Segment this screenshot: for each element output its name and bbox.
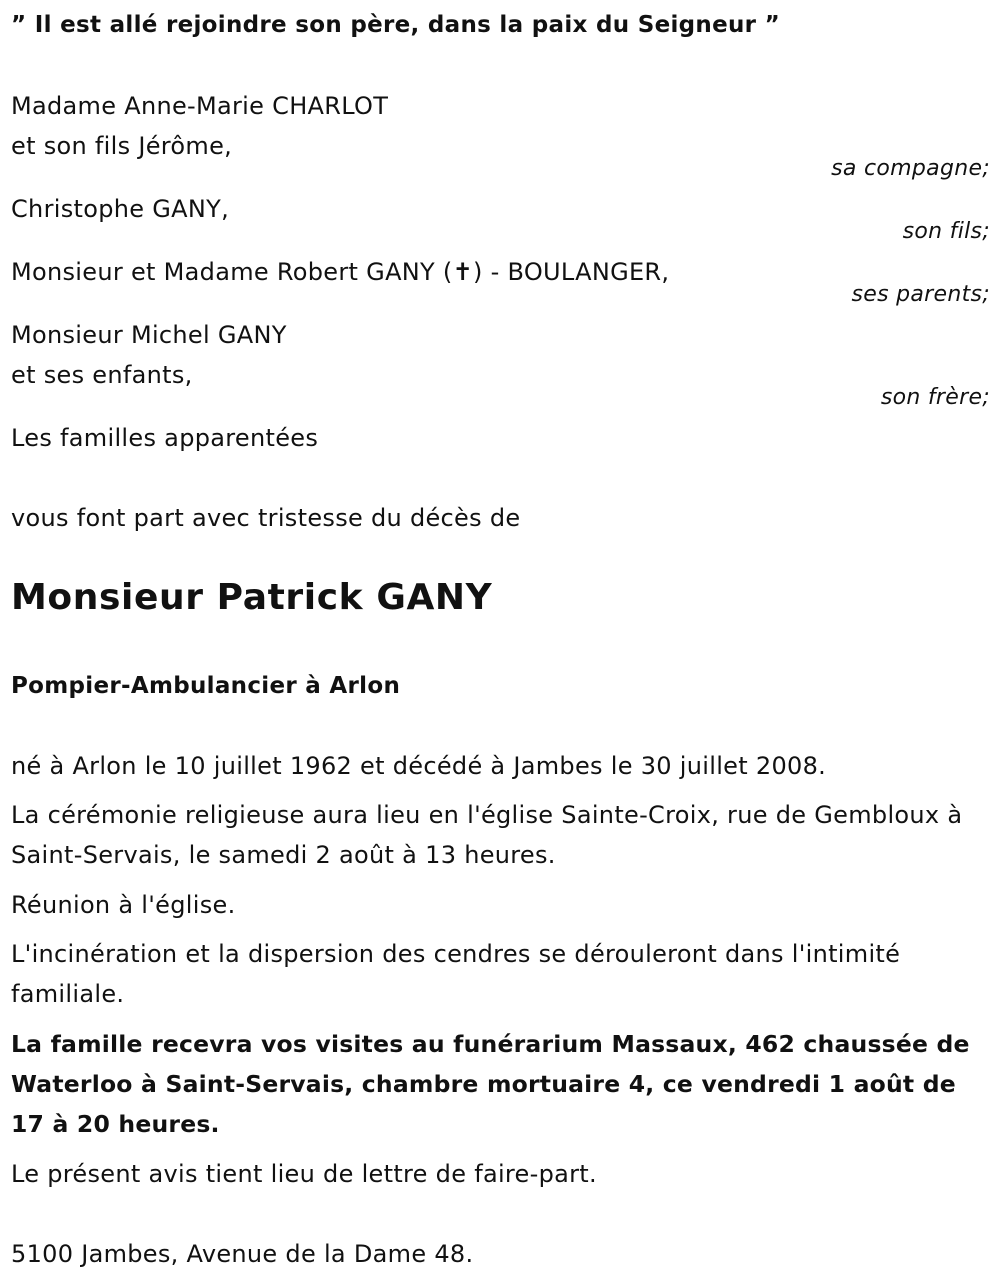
role-son: son fils; [902,219,990,244]
family-relatives: Les familles apparentées [11,424,319,452]
role-brother: son frère; [880,385,990,410]
role-parents: ses parents; [851,282,990,307]
visits-text: La famille recevra vos visites au funérarium Massaux, 462 chaussée de Waterloo à Saint-Servais, chambre mortuaire 4, ce vendredi 1 août de 17 à 20 heures. [11,1030,970,1138]
address-text: 5100 Jambes, Avenue de la Dame 48. [11,1240,474,1268]
family-brother-name: Monsieur Michel GANY [11,321,287,349]
role-companion: sa compagne; [831,156,990,181]
ceremony-text: La cérémonie religieuse aura lieu en l'église Sainte-Croix, rue de Gembloux à Saint-Servais, le samedi 2 août à 13 heures. [11,801,963,869]
announcement-text: vous font part avec tristesse du décès de [11,504,521,532]
notice-text: Le présent avis tient lieu de lettre de faire-part. [11,1160,597,1188]
deceased-profession: Pompier-Ambulancier à Arlon [11,673,401,699]
family-son-name: Christophe GANY, [11,195,229,223]
family-companion-son: et son fils Jérôme, [11,132,233,160]
deceased-name: Monsieur Patrick GANY [11,577,493,618]
family-parents-name: Monsieur et Madame Robert GANY (✝) - BOULANGER, [11,258,670,286]
cremation-text: L'incinération et la dispersion des cendres se dérouleront dans l'intimité familiale. [11,940,901,1008]
family-companion-name: Madame Anne-Marie CHARLOT [11,92,389,120]
family-brother-children: et ses enfants, [11,361,193,389]
birth-death-text: né à Arlon le 10 juillet 1962 et décédé à Jambes le 30 juillet 2008. [11,752,827,780]
opening-quote: ” Il est allé rejoindre son père, dans la paix du Seigneur ” [11,12,781,38]
meeting-text: Réunion à l'église. [11,891,236,919]
